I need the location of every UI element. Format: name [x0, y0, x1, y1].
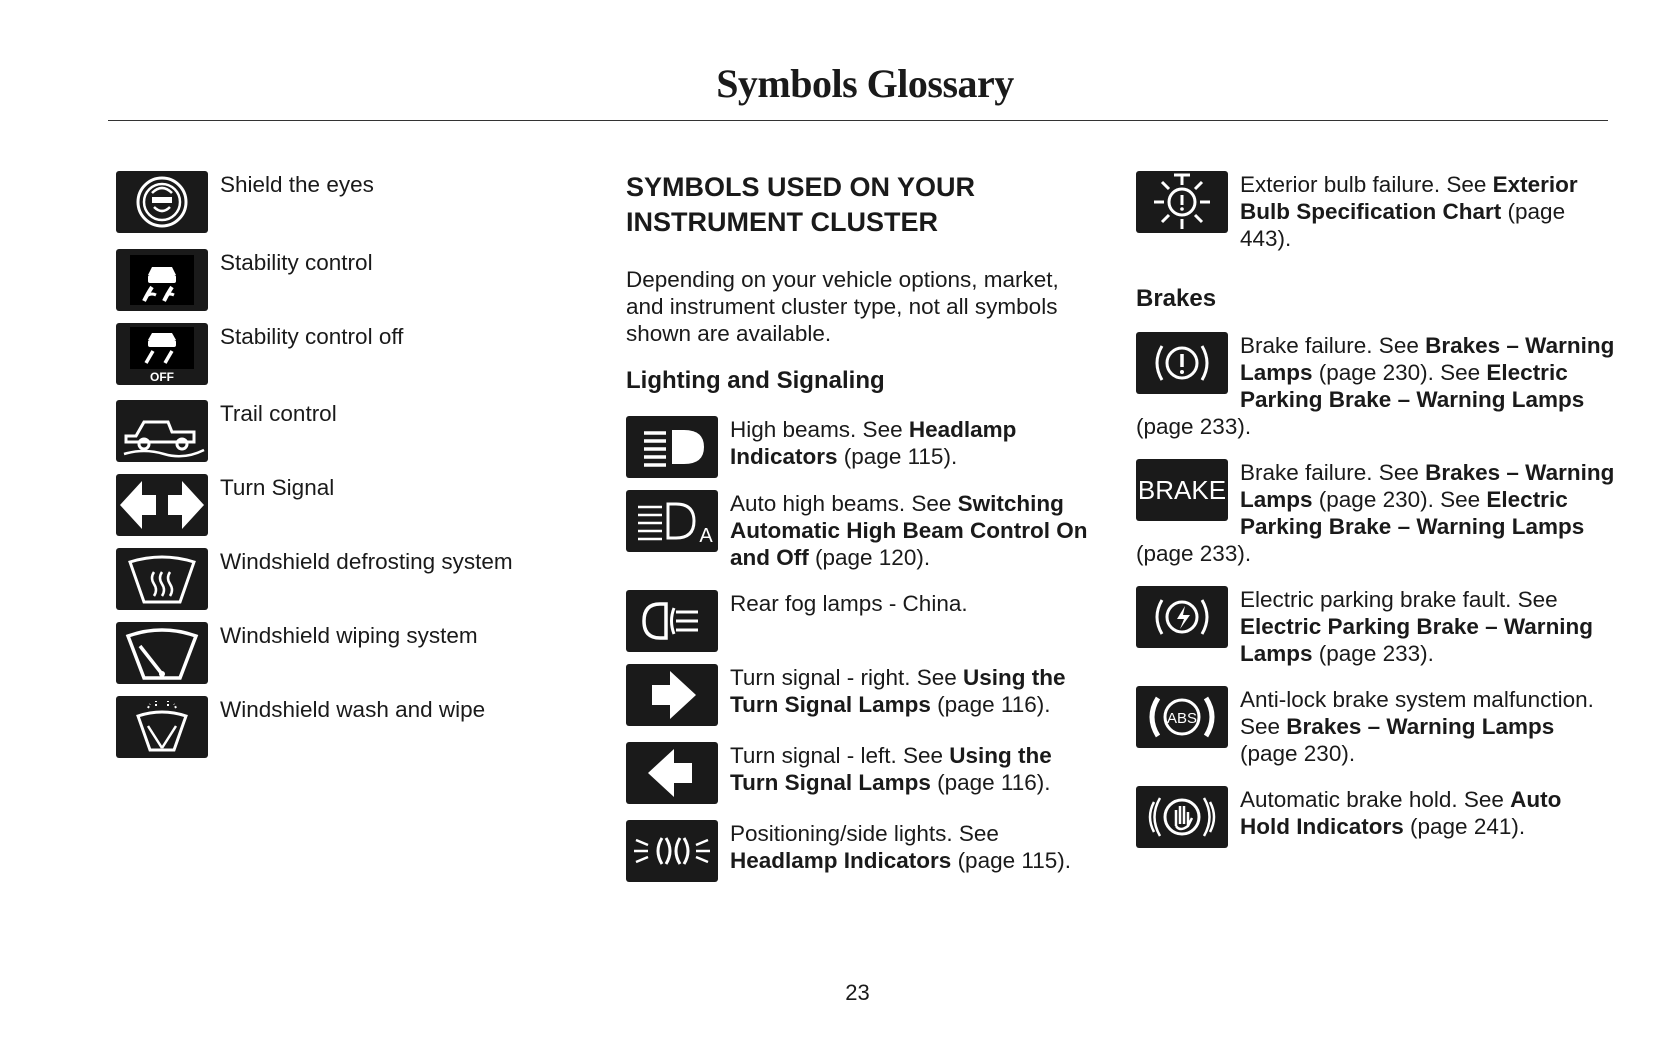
intro-paragraph: Depending on your vehicle options, market, and instrument cluster type, not all symbols shown are available.: [626, 267, 1059, 346]
list-item: [1136, 332, 1616, 440]
item-label: Windshield wiping system: [220, 623, 478, 648]
page-reference: Brakes – Warning Lamps: [1240, 460, 1615, 512]
high-beam-icon: [626, 416, 718, 478]
item-text: [730, 664, 1096, 718]
item-text-pre: Automatic brake hold. See: [1240, 787, 1511, 812]
section-heading-line: SYMBOLS USED ON YOUR: [626, 172, 976, 202]
item-text: [730, 742, 1096, 796]
item-text-post: (page 115).: [951, 848, 1071, 873]
turn-signal-left-icon: [626, 742, 718, 804]
auto-brake-hold-icon: [1136, 786, 1228, 848]
item-text: [1240, 786, 1616, 840]
item-text-pre: Brake failure. See: [1240, 460, 1426, 485]
item-text-pre: Anti-lock brake system malfunction. See: [1240, 687, 1594, 739]
item-text-post: (page 233).: [1136, 541, 1252, 566]
section-heading-line: INSTRUMENT CLUSTER: [626, 207, 938, 237]
item-text-mid: (page 230).: [1240, 741, 1356, 766]
page-reference: Using the Turn Signal Lamps: [730, 665, 1066, 717]
item-text-post: (page 120).: [808, 545, 931, 570]
item-label: Shield the eyes: [220, 172, 374, 197]
item-text-post: (page 233).: [1136, 414, 1252, 439]
item-text-pre: High beams. See: [730, 417, 909, 442]
item-text: [730, 490, 1096, 571]
windshield-wiping-icon: [116, 622, 208, 684]
page-reference: Headlamp Indicators: [730, 848, 952, 873]
item-text-pre: Brake failure. See: [1240, 333, 1426, 358]
item-text-pre: Positioning/side lights. See: [730, 821, 999, 846]
page-reference: Brakes – Warning Lamps: [1240, 333, 1615, 385]
page-reference: Using the Turn Signal Lamps: [730, 743, 1052, 795]
item-text-pre: Auto high beams. See: [730, 491, 958, 516]
item-text-pre: Electric parking brake fault. See: [1240, 587, 1558, 612]
item-text-pre: Exterior bulb failure. See: [1240, 172, 1493, 197]
windshield-defrost-icon: [116, 548, 208, 610]
abs-icon: [1136, 686, 1228, 748]
item-text-post: (page 116).: [930, 692, 1051, 717]
off-icon-text: OFF: [150, 370, 174, 384]
item-label: Stability control: [220, 250, 373, 275]
page-reference: Electric Parking Brake – Warning Lamps: [1240, 614, 1594, 666]
list-item: [1136, 459, 1616, 567]
item-text-pre: Rear fog lamps - China.: [730, 591, 968, 616]
subheading-brakes: Brakes: [1136, 285, 1217, 312]
title-divider: [108, 120, 1608, 121]
page-title: Symbols Glossary: [716, 61, 1014, 106]
brake-text-icon: [1136, 459, 1228, 521]
turn-signal-right-icon: [626, 664, 718, 726]
brake-failure-icon: [1136, 332, 1228, 394]
exterior-bulb-failure-icon: [1136, 171, 1228, 233]
page-reference: Electric Parking Brake – Warning Lamps: [1240, 487, 1585, 539]
page-reference: Auto Hold Indicators: [1240, 787, 1562, 839]
item-text-mid: (page 241).: [1403, 814, 1526, 839]
item-label: Windshield defrosting system: [220, 549, 513, 574]
item-text-pre: Turn signal - right. See: [730, 665, 964, 690]
item-text-mid: (page 230). See: [1312, 487, 1487, 512]
auto-icon-text: A: [699, 525, 713, 547]
item-text: [730, 416, 1096, 470]
item-text-post: (page 116).: [930, 770, 1051, 795]
item-label: Trail control: [220, 401, 337, 426]
item-text: [730, 590, 1096, 617]
item-text: [1240, 686, 1616, 767]
shield-eyes-icon: [116, 171, 208, 233]
item-text: [1240, 171, 1616, 252]
stability-control-icon: [116, 249, 208, 311]
item-label: Turn Signal: [220, 475, 335, 500]
auto-high-beam-icon: [626, 490, 718, 552]
rear-fog-lamp-icon: [626, 590, 718, 652]
section-heading: [626, 170, 1096, 240]
position-lights-icon: [626, 820, 718, 882]
trail-control-icon: [116, 400, 208, 462]
page-reference: Electric Parking Brake – Warning Lamps: [1240, 360, 1585, 412]
subheading-lighting: Lighting and Signaling: [626, 367, 885, 394]
page-reference: Switching Automatic High Beam Control On and Off: [730, 491, 1088, 570]
windshield-wash-wipe-icon: [116, 696, 208, 758]
turn-signal-icon: [116, 474, 208, 536]
page-reference: Exterior Bulb Specification Chart: [1240, 172, 1578, 224]
abs-icon-text: ABS: [1166, 710, 1198, 727]
item-text-post: (page 443).: [1240, 199, 1566, 251]
item-text: [730, 820, 1096, 874]
item-text-mid: (page 230). See: [1312, 360, 1487, 385]
item-text-mid: (page 233).: [1312, 641, 1434, 666]
item-label: Windshield wash and wipe: [220, 697, 486, 722]
item-label: Stability control off: [220, 324, 404, 349]
item-text-post: (page 115).: [837, 444, 958, 469]
brake-icon-text: BRAKE: [1137, 475, 1227, 505]
stability-control-off-icon: [116, 323, 208, 385]
item-text-pre: Turn signal - left. See: [730, 743, 950, 768]
page-reference: Brakes – Warning Lamps: [1286, 714, 1555, 739]
parking-brake-fault-icon: [1136, 586, 1228, 648]
page-reference: Headlamp Indicators: [730, 417, 1017, 469]
page-number: 23: [845, 980, 870, 1005]
item-text: [1240, 586, 1616, 667]
